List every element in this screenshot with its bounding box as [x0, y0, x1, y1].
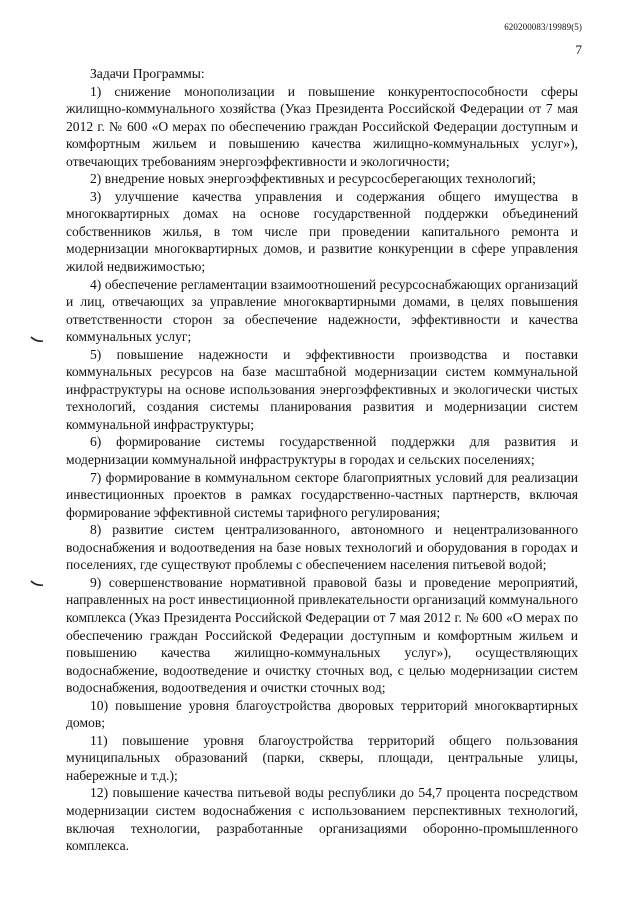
task-item-4: 4) обеспечение регламентации взаимоотношений ресурсоснабжающих организаций и лиц, отвечающих за управление многоквартирными домами, в целях повышения ответственности сторон за обеспечение надежности, эффективности и качества коммунальных услуг; [66, 276, 578, 345]
section-heading: Задачи Программы: [90, 66, 205, 81]
task-item-3: 3) улучшение качества управления и содержания общего имущества в многоквартирных домах на основе государственной поддержки объединений собственников жилья, в том числе при проведении капитального ремонта и модернизации многоквартирных домов, и развитие конкуренции в сфере управления жилой недвижимостью; [66, 188, 578, 275]
task-item-5: 5) повышение надежности и эффективности производства и поставки коммунальных ресурсов на базе масштабной модернизации систем коммунальной инфраструктуры на основе использования энергоэффективных и экологически чистых технологий, создания системы планирования развития и модернизации систем коммунальной инфраструктуры; [66, 346, 578, 432]
document-code: 620200083/19989(5) [504, 22, 582, 32]
page-number: 7 [575, 42, 582, 57]
task-item-11: 11) повышение уровня благоустройства территорий общего пользования муниципальных образований (парки, скверы, площади, центральные улицы, набережные и т.д.); [66, 732, 578, 783]
task-item-6: 6) формирование системы государственной поддержки для развития и модернизации коммунальной инфраструктуры в городах и сельских поселениях; [66, 434, 578, 468]
margin-bracket-mark [30, 336, 44, 343]
task-item-9: 9) совершенствование нормативной правовой базы и проведение мероприятий, направленных на рост инвестиционной привлекательности организаций коммунального комплекса (Указ Президента Российской Федерации от 7 мая 2012 г. № 600 «О мерах по обеспечению граждан Российской Федерации доступным и комфортным жильем и повышению качества жилищно-коммунальных услуг»), осуществляющих водоснабжение, водоотведение и очистку сточных вод, с целью модернизации систем водоснабжения, водоотведения и очистки сточных вод; [66, 574, 578, 696]
document-body [66, 65, 578, 855]
task-item-1: 1) снижение монополизации и повышение конкурентоспособности сферы жилищно-коммунального хозяйства (Указ Президента Российской Федерации от 7 мая 2012 г. № 600 «О мерах по обеспечению граждан Российской Федерации доступным и комфортным жильем и повышению качества жилищно-коммунальных услуг»), отвечающих требованиям энергоэффективности и экологичности; [66, 83, 578, 169]
margin-bracket-mark [30, 580, 44, 587]
task-item-7: 7) формирование в коммунальном секторе благоприятных условий для реализации инвестиционных проектов в рамках государственно-частных партнерств, включая формирование эффективной системы тарифного регулирования; [66, 469, 578, 520]
task-item-2: 2) внедрение новых энергоэффективных и ресурсосберегающих технологий; [90, 171, 536, 187]
task-item-8: 8) развитие систем централизованного, автономного и нецентрализованного водоснабжения и водоотведения на базе новых технологий и оборудования в городах и поселениях, где существуют проблемы с обеспечением населения питьевой водой; [66, 522, 578, 573]
task-item-12: 12) повышение качества питьевой воды республики до 54,7 процента посредством модернизации систем водоснабжения с использованием перспективных технологий, включая технологии, разработанные организациями оборонно-промышленного комплекса. [66, 785, 578, 854]
task-item-10: 10) повышение уровня благоустройства дворовых территорий многоквартирных домов; [66, 697, 578, 731]
